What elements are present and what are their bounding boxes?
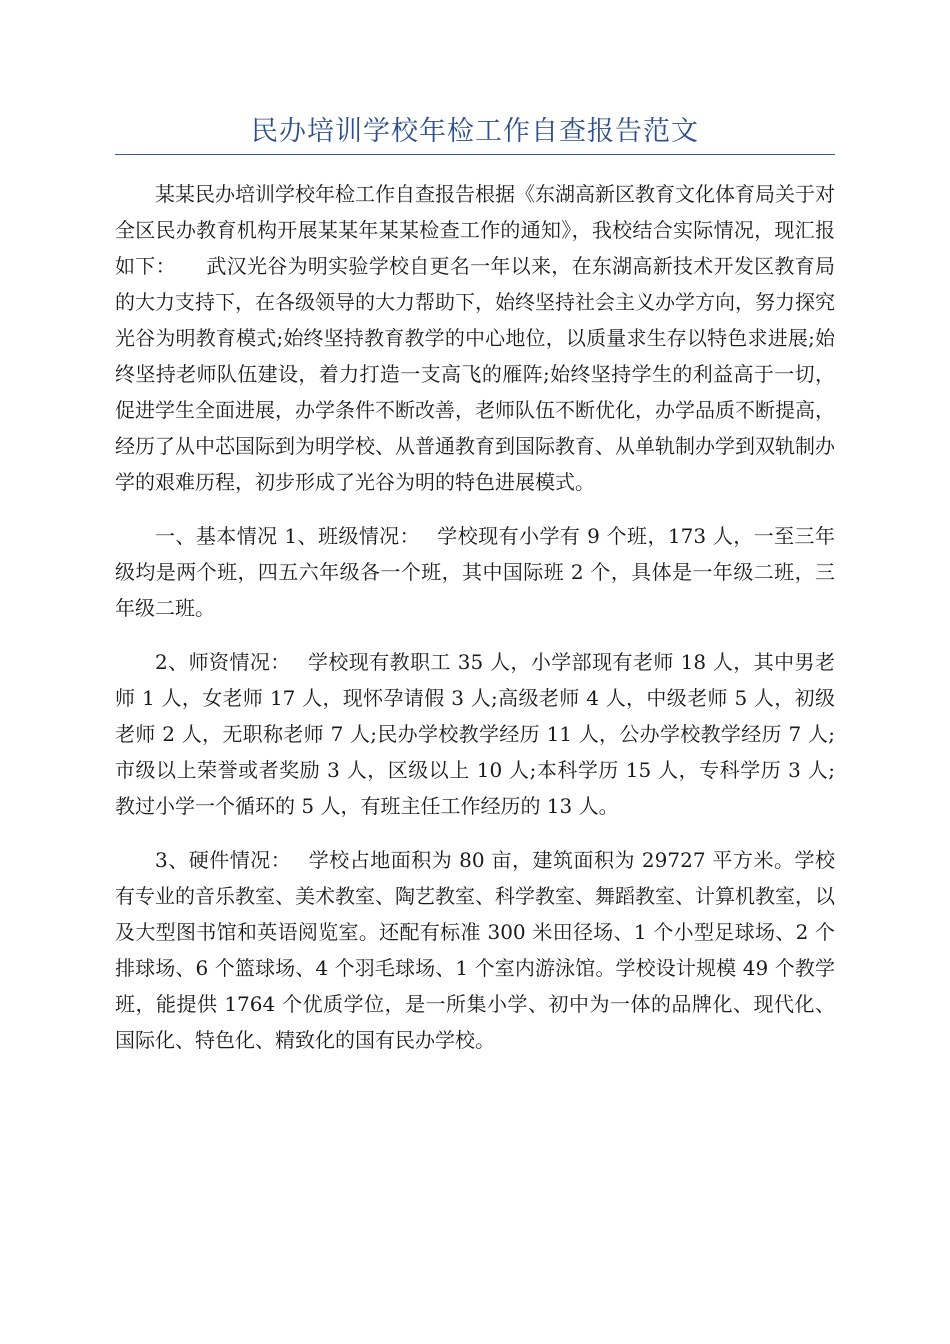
paragraph-teacher-info: 2、师资情况： 学校现有教职工 35 人，小学部现有老师 18 人，其中男老师 1 人，女老师 17 人，现怀孕请假 3 人;高级老师 4 人，中级老师 5 人，初级老师 2 人，无职称老师 7 人;民办学校教学经历 11 人，公办学校教学经历 7 人;市级以上荣誉或者奖励 3 人，区级以上 10 人;本科学历 15 人，专科学历 3 人;教过小学一个循环的 5 人，有班主任工作经历的 13 人。 xyxy=(115,650,835,818)
document-title: 民办培训学校年检工作自查报告范文 xyxy=(251,116,699,147)
paragraph-intro: 某某民办培训学校年检工作自查报告根据《东湖高新区教育文化体育局关于对全区民办教育机构开展某某年某某检查工作的通知》，我校结合实际情况，现汇报如下： 武汉光谷为明实验学校自更名一年以来，在东湖高新技术开发区教育局的大力支持下，在各级领导的大力帮助下，始终坚持社会主义办学方向，努力探究光谷为明教育模式;始终坚持教育教学的中心地位，以质量求生存以特色求进展;始终坚持老师队伍建设，着力打造一支高飞的雁阵;始终坚持学生的利益高于一切，促进学生全面进展，办学条件不断改善，老师队伍不断优化，办学品质不断提高，经历了从中芯国际到为明学校、从普通教育到国际教育、从单轨制办学到双轨制办学的艰难历程，初步形成了光谷为明的特色进展模式。 xyxy=(115,182,835,494)
paragraph-facility-info: 3、硬件情况： 学校占地面积为 80 亩，建筑面积为 29727 平方米。学校有专业的音乐教室、美术教室、陶艺教室、科学教室、舞蹈教室、计算机教室，以及大型图书馆和英语阅览室。还配有标准 300 米田径场、1 个小型足球场、2 个排球场、6 个篮球场、4 个羽毛球场、1 个室内游泳馆。学校设计规模 49 个教学班，能提供 1764 个优质学位，是一所集小学、初中为一体的品牌化、现代化、国际化、特色化、精致化的国有民办学校。 xyxy=(115,848,835,1052)
document-body xyxy=(115,176,835,1076)
paragraph-class-info: 一、基本情况 1、班级情况： 学校现有小学有 9 个班，173 人，一至三年级均是两个班，四五六年级各一个班，其中国际班 2 个，具体是一年级二班，三年级二班。 xyxy=(115,524,835,620)
title-underline xyxy=(115,154,835,155)
